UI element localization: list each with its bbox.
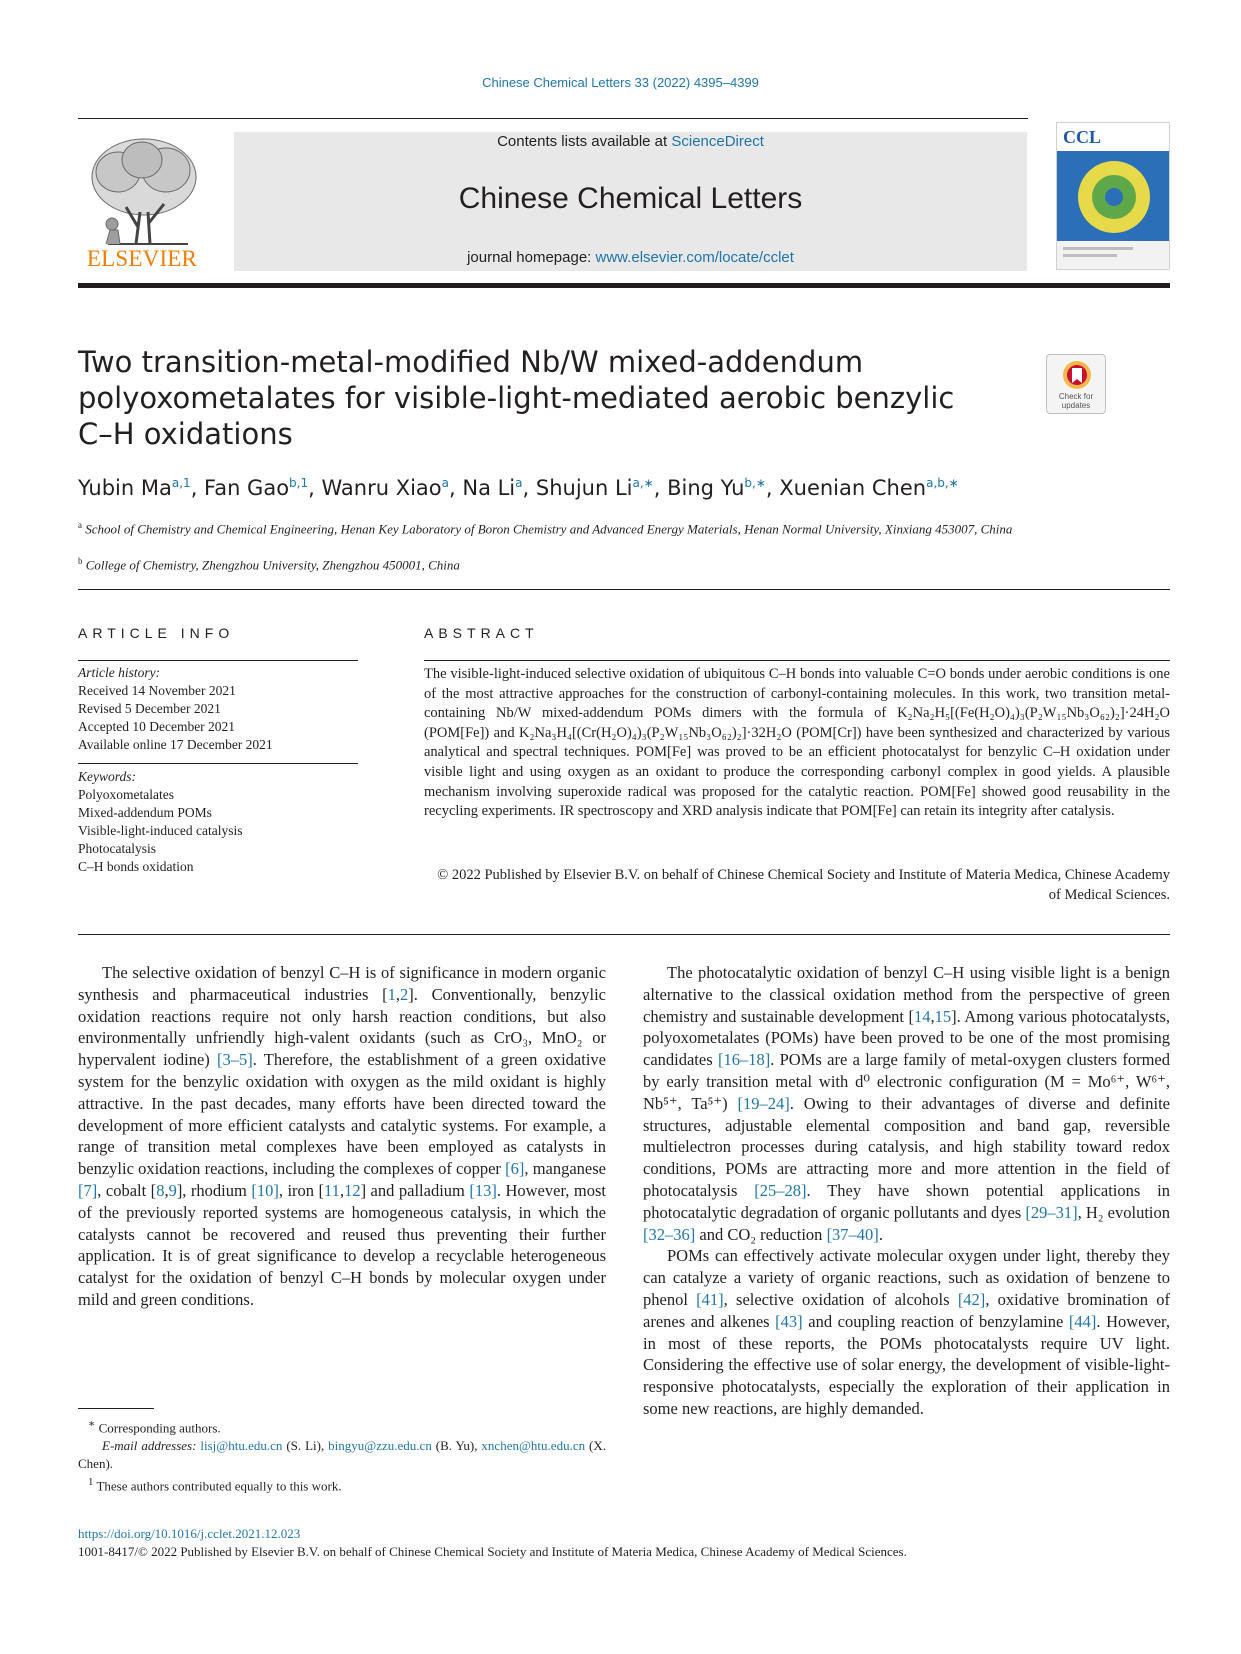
citation-link[interactable]: [32–36] <box>643 1224 696 1244</box>
keyword: Mixed-addendum POMs <box>78 805 212 820</box>
history-revised: Revised 5 December 2021 <box>78 701 221 716</box>
citation-link[interactable]: 12 <box>344 1180 361 1200</box>
affiliation-text: School of Chemistry and Chemical Engineering, Henan Key Laboratory of Boron Chemistry and Advanced Energy Materials, Henan Normal University, Xinxiang 453007, China <box>85 521 1013 537</box>
footnote-text: Corresponding authors. <box>98 1420 221 1436</box>
author-name[interactable]: Yubin Ma <box>78 476 172 500</box>
author-marks[interactable]: a,b,∗ <box>926 476 959 490</box>
citation-link[interactable]: [3–5] <box>216 1050 253 1070</box>
intro-paragraph-2 <box>643 962 1170 1245</box>
citation-link[interactable]: [6] <box>505 1159 525 1179</box>
homepage-line <box>234 249 1027 266</box>
email-owner: (S. Li), <box>282 1438 329 1454</box>
body-column-right <box>643 962 1170 1420</box>
issn-line: 1001-8417/© 2022 Published by Elsevier B.V. on behalf of Chinese Chemical Society and Institute of Materia Medica, Chinese Academy of Medical Sciences. <box>78 1544 907 1559</box>
email-owner: (B. Yu), <box>431 1438 482 1454</box>
body-text: , cobalt [ <box>97 1180 157 1200</box>
author-marks[interactable]: a,∗ <box>632 476 654 490</box>
body-text: , oxidative bromination of arenes and alkenes <box>643 1289 1170 1331</box>
history-online: Available online 17 December 2021 <box>78 737 273 752</box>
citation-link[interactable]: 8 <box>156 1180 165 1200</box>
author-name[interactable]: Wanru Xiao <box>321 476 442 500</box>
citation-link[interactable]: 2 <box>400 984 409 1004</box>
intro-paragraph-3 <box>643 1245 1170 1419</box>
email-owner: (X. Chen). <box>78 1438 606 1472</box>
email-link[interactable]: bingyu@zzu.edu.cn <box>328 1438 432 1454</box>
article-title: Two transition-metal-modified Nb/W mixed-addendum polyoxometalates for visible-light-mediated aerobic benzylic C–H oxidations <box>78 345 955 451</box>
intro-paragraph-1 <box>78 962 606 1311</box>
affiliation-mark: a <box>78 520 82 530</box>
body-text: ]. Conventionally, benzylic oxidation reactions require not only harsh reaction conditions, but also environmentally unfriendly high-valent oxidants (such as CrO₃, MnO₂ or hypervalent iodine) <box>78 984 606 1070</box>
history-label: Article history: <box>78 665 161 680</box>
author-marks[interactable]: a <box>441 476 449 490</box>
equal-contribution-note <box>78 1473 606 1495</box>
header-rule <box>78 118 1028 119</box>
body-rule <box>78 934 1170 935</box>
citation-link[interactable]: [19–24] <box>737 1093 790 1113</box>
body-text: , manganese <box>524 1159 606 1179</box>
body-text: , <box>339 1180 345 1200</box>
author-marks[interactable]: a,1 <box>171 476 191 490</box>
abstract-text <box>424 665 1170 822</box>
keyword: Photocatalysis <box>78 841 156 856</box>
citation-link[interactable]: 1 <box>387 984 396 1004</box>
abstract-copyright: © 2022 Published by Elsevier B.V. on behalf of Chinese Chemical Society and Institute of Materia Medica, Chinese Academy of Medical Sciences. <box>437 867 1170 903</box>
bookmark-icon <box>1047 355 1107 395</box>
body-text: , iron [ <box>278 1180 325 1200</box>
citation-link[interactable]: [42] <box>957 1289 986 1309</box>
footnote-text: These authors contributed equally to this work. <box>96 1478 342 1494</box>
body-text: ], rhodium <box>176 1180 252 1200</box>
article-history <box>78 664 358 754</box>
body-text: The selective oxidation of benzyl C–H is of significance in modern organic synthesis and pharmaceutical industries [ <box>78 963 606 1004</box>
keyword: C–H bonds oxidation <box>78 859 194 874</box>
keywords-label: Keywords: <box>78 769 136 784</box>
author-list: Yubin Ma$^{a,1}$, Fan Gao$^{b,1}$, Wanru Xiao$^a$, Na Li$^a$, Shujun $Li^{a,∗}$, Bing $Yu^{b,∗}$, Xuenian Chen$^{a,b,∗}$ <box>78 476 959 500</box>
affiliation-b <box>78 552 1170 574</box>
author-marks[interactable]: b,∗ <box>744 476 766 490</box>
article-info-rule <box>78 660 358 661</box>
footnote-mark: ∗ <box>88 1418 96 1430</box>
keywords-rule <box>78 763 358 764</box>
keyword: Polyoxometalates <box>78 787 174 802</box>
abstract-heading: ABSTRACT <box>424 625 539 641</box>
body-text: , selective oxidation of alcohols <box>723 1289 958 1309</box>
body-text: , H₂ evolution <box>1077 1202 1170 1222</box>
author-name[interactable]: Xuenian Chen <box>779 476 927 500</box>
corresponding-note <box>78 1415 606 1437</box>
body-text: ] and palladium <box>360 1180 470 1200</box>
body-text: . POMs are a large family of metal-oxygen clusters formed by early transition metal with d⁰ electronic configuration (M = Mo⁶⁺, W⁶⁺, Nb⁵⁺, Ta⁵⁺) <box>643 1050 1170 1113</box>
citation-link[interactable]: [43] <box>775 1311 803 1331</box>
footnote-rule <box>78 1408 154 1409</box>
contents-prefix: Contents lists available at <box>497 133 672 150</box>
abstract-part: (POM[Fe]) and <box>424 724 519 741</box>
journal-cover-image <box>1056 122 1170 270</box>
email-note <box>78 1437 606 1473</box>
abstract-part: The visible-light-induced selective oxidation of ubiquitous C–H bonds into valuable C=O bonds under aerobic conditions is one of the most attractive approaches for the construction of carbonyl-containing molecules. In this work, two transition metal-containing Nb/W mixed-addendum POMs dimers with the formula of <box>424 666 1170 722</box>
author-marks[interactable]: a <box>515 476 523 490</box>
doi-link[interactable]: https://doi.org/10.1016/j.cclet.2021.12.023 <box>78 1526 301 1541</box>
keyword: Visible-light-induced catalysis <box>78 823 243 838</box>
history-accepted: Accepted 10 December 2021 <box>78 719 236 734</box>
journal-citation[interactable]: Chinese Chemical Letters 33 (2022) 4395–4399 <box>482 75 759 90</box>
citation-link[interactable]: [41] <box>696 1289 724 1309</box>
author-marks[interactable]: b,1 <box>289 476 309 490</box>
body-text: POMs can effectively activate molecular oxygen under light, thereby they can catalyze a variety of organic reactions, such as oxidation of benzene to phenol <box>643 1246 1170 1309</box>
affiliation-a <box>78 516 1170 538</box>
body-text: , <box>930 1006 935 1026</box>
citation-link[interactable]: 15 <box>934 1006 952 1026</box>
citation-link[interactable]: [29–31] <box>1025 1202 1078 1222</box>
body-text: . Owing to their advantages of diverse and definite structures, adjustable elemental composition and band gap, reversible multielectron processes during catalysis, and high stability toward redox conditions, POMs are attracting more and more attention in the field of photocatalysis <box>643 1093 1170 1200</box>
elsevier-wordmark: ELSEVIER <box>86 246 198 271</box>
body-text: . <box>878 1224 883 1244</box>
body-text: and CO₂ reduction <box>695 1224 827 1244</box>
abstract-part: (POM[Cr]) have been synthesized and characterized by various analytical and spectral techniques. POM[Fe] was proved to be an efficient photocatalyst for benzylic C–H oxidation under visible light and using oxygen as an oxidant to produce the corresponding carbonyl complex in good yields. A plausible mechanism involving superoxide radical was proposed for the catalytic reaction. POM[Fe] showed good reusability in the recycling experiments. IR spectroscopy and XRD analysis indicate that POM[Fe] can retain its integrity after catalysis. <box>424 724 1170 820</box>
contents-line <box>234 133 1027 150</box>
citation-link[interactable]: 11 <box>324 1180 340 1200</box>
affiliation-text: College of Chemistry, Zhengzhou University, Zhengzhou 450001, China <box>85 557 460 573</box>
email-link[interactable]: lisj@htu.edu.cn <box>200 1438 283 1454</box>
journal-title: Chinese Chemical Letters <box>458 182 803 215</box>
body-text: ]. Among various photocatalysts, polyoxometalates (POMs) have been proved to be one of the most promising candidates <box>643 1006 1170 1070</box>
check-for-updates-label: Check for updates <box>1058 392 1094 410</box>
body-text: . However, most of the previously reported systems are homogeneous catalysis, in which the catalysts cannot be recovered and reused thus preventing their further application. It is of great significance to develop a recyclable heterogeneous catalyst for the oxidation of benzyl C–H bonds by molecular oxygen under mild and green conditions. <box>78 1180 607 1309</box>
body-text: , <box>395 984 400 1004</box>
affiliation-mark: b <box>78 556 83 566</box>
body-text: . However, in most of these reports, the POMs photocatalysts require UV light. Considering the effective use of solar energy, the development of visible-light-responsive photocatalysts, especially the exploration of their application in some new reactions, are highly demanded. <box>643 1311 1171 1418</box>
body-text: The photocatalytic oxidation of benzyl C–H using visible light is a benign alternative to the classical oxidation method from the perspective of green chemistry and sustainable development [ <box>643 963 1170 1026</box>
citation-link[interactable]: [37–40] <box>826 1224 879 1244</box>
citation-link[interactable]: 14 <box>914 1006 931 1026</box>
citation-link[interactable]: [13] <box>469 1180 497 1200</box>
formula-pom-cr: K₂Na₃H₄[(Cr(H₂O)₄)₃(P₂W₁₅Nb₃O₆₂)₂]·32H₂O <box>518 724 792 741</box>
article-info-heading: ARTICLE INFO <box>78 625 235 641</box>
citation-link[interactable]: [7] <box>78 1180 98 1200</box>
journal-cover-art <box>1057 123 1170 270</box>
citation-link[interactable]: [44] <box>1068 1311 1097 1331</box>
footnote-mark: 1 <box>88 1476 94 1489</box>
banner-rule <box>78 283 1170 288</box>
body-column-left <box>78 962 606 1311</box>
citation-link[interactable]: 9 <box>168 1180 177 1200</box>
cover-label: CCL <box>1063 127 1102 147</box>
homepage-link[interactable]: www.elsevier.com/locate/cclet <box>595 249 794 266</box>
abstract-rule <box>424 660 1170 661</box>
email-label: E-mail addresses: <box>102 1438 197 1454</box>
section-rule <box>78 589 1170 590</box>
author-name[interactable]: Shujun Li <box>535 476 633 500</box>
author-name[interactable]: Fan Gao <box>204 476 290 500</box>
citation-link[interactable]: [10] <box>251 1180 279 1200</box>
footnotes <box>78 1415 606 1496</box>
author-name[interactable]: Na Li <box>462 476 516 500</box>
body-text: , <box>164 1180 169 1200</box>
citation-link[interactable]: [16–18] <box>717 1050 771 1070</box>
citation-link[interactable]: [25–28] <box>754 1180 807 1200</box>
body-text: and coupling reaction of benzylamine <box>802 1311 1069 1331</box>
formula-pom-fe: K₂Na₂H₅[(Fe(H₂O)₄)₃(P₂W₁₅Nb₃O₆₂)₂]·24H₂O <box>897 705 1170 722</box>
body-text: . Therefore, the establishment of a green oxidative system for the benzylic oxidation with oxygen as the mild oxidant is highly attractive. In the past decades, many efforts have been directed toward the development of more efficient catalysts and catalytic systems. For example, a range of transition metal complexes have been employed as catalysts in benzylic oxidation reactions, including the complexes of copper <box>78 1050 606 1179</box>
history-received: Received 14 November 2021 <box>78 683 236 698</box>
keywords-list <box>78 768 358 876</box>
author-name[interactable]: Bing Yu <box>667 476 745 500</box>
body-text: . They have shown potential applications in photocatalytic degradation of organic pollutants and dyes <box>643 1180 1171 1222</box>
sciencedirect-link[interactable]: ScienceDirect <box>671 133 764 150</box>
homepage-prefix: journal homepage: <box>467 249 596 266</box>
email-link[interactable]: xnchen@htu.edu.cn <box>481 1438 586 1454</box>
